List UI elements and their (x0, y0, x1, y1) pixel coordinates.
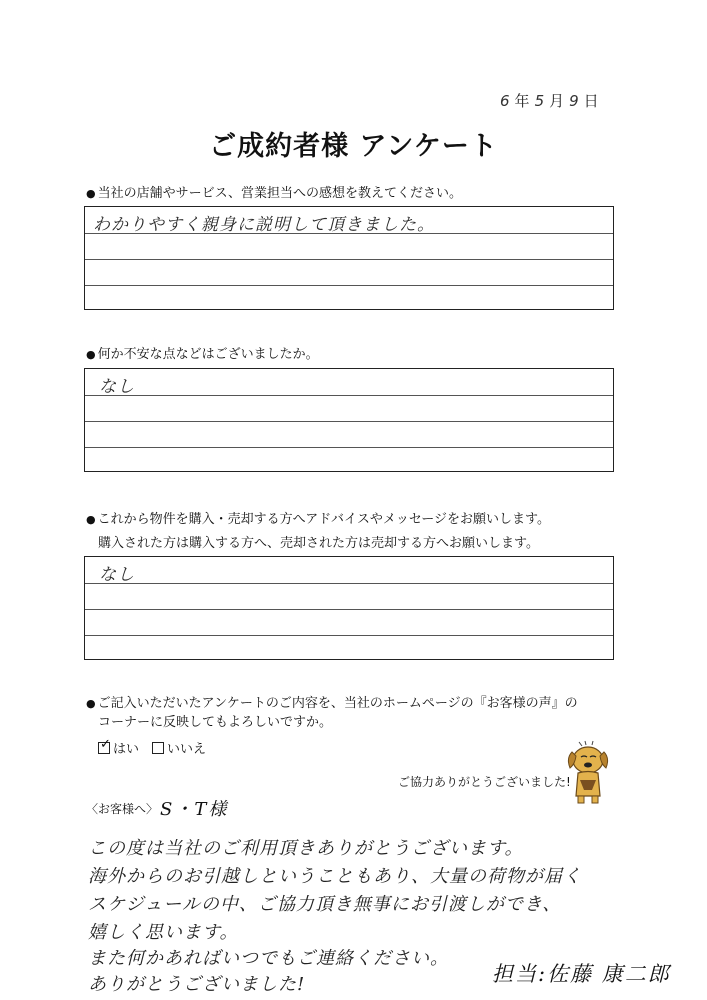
consent-yes-option[interactable] (98, 738, 139, 757)
message-line-2: 海外からのお引越しということもあり、大量の荷物が届く (88, 866, 582, 887)
message-line-6: ありがとうございました! (88, 974, 306, 995)
answer-box-3 (84, 556, 614, 660)
ruled-line (85, 635, 613, 636)
message-line-3: スケジュールの中、ご協力頂き無事にお引渡しができ、 (88, 894, 562, 915)
date-day-unit: 日 (583, 92, 600, 110)
message-line-1: この度は当社のご利用頂きありがとうございます。 (88, 838, 524, 859)
question-4-text: ご記入いただいたアンケートのご内容を、当社のホームページの『お客様の声』の (97, 696, 578, 711)
consent-no-checkbox[interactable] (152, 742, 164, 754)
survey-date (500, 90, 604, 111)
question-1 (86, 184, 462, 204)
message-line-5: また何かあればいつでもご連絡ください。 (88, 948, 449, 969)
ruled-line (85, 395, 613, 396)
customer-label: 〈お客様へ〉 (86, 802, 159, 816)
ruled-line (85, 421, 613, 422)
answer-1-text: わかりやすく親身に説明して頂きました。 (93, 215, 435, 235)
customer-name: S・T様 (160, 799, 229, 820)
question-3-text: これから物件を購入・売却する方へアドバイスやメッセージをお願いします。 (97, 512, 551, 527)
date-year: 6 (500, 92, 511, 110)
answer-3-text: なし (99, 565, 135, 585)
date-day: 9 (569, 92, 580, 110)
answer-box-2 (84, 368, 614, 472)
ruled-line (85, 609, 613, 610)
bullet-icon: ● (86, 513, 96, 526)
ruled-line (85, 285, 613, 286)
bullet-icon: ● (86, 348, 96, 361)
question-1-text: 当社の店舗やサービス、営業担当への感想を教えてください。 (97, 186, 462, 201)
ruled-line (85, 447, 613, 448)
ruled-line (85, 259, 613, 260)
question-4 (86, 694, 578, 714)
date-month-unit: 月 (549, 92, 566, 110)
answer-2-text: なし (99, 377, 135, 397)
message-line-4: 嬉しく思います。 (88, 922, 239, 943)
question-2 (86, 345, 319, 365)
question-4-line2: コーナーに反映してもよろしいですか。 (98, 715, 333, 730)
question-2-text: 何か不安な点などはございましたか。 (97, 347, 319, 362)
bullet-icon: ● (86, 697, 96, 710)
dog-mascot-icon (562, 740, 614, 808)
consent-yes-label: はい (113, 742, 140, 757)
staff-signature: 担当:佐藤 康二郎 (492, 962, 671, 986)
consent-no-label: いいえ (167, 742, 207, 757)
question-3 (86, 510, 550, 530)
date-month: 5 (534, 92, 546, 110)
checkmark-icon: ✓ (100, 737, 111, 752)
question-3-note: 購入された方は購入する方へ、売却された方は売却する方へお願いします。 (98, 536, 539, 551)
answer-box-1 (84, 206, 614, 310)
thanks-message: ご協力ありがとうございました! (398, 775, 571, 789)
date-year-unit: 年 (514, 92, 531, 110)
consent-no-option[interactable] (152, 738, 206, 757)
consent-yes-checkbox[interactable] (98, 737, 111, 754)
ruled-line (85, 583, 613, 584)
page-title: ご成約者様 アンケート (209, 131, 498, 162)
bullet-icon: ● (86, 187, 96, 200)
